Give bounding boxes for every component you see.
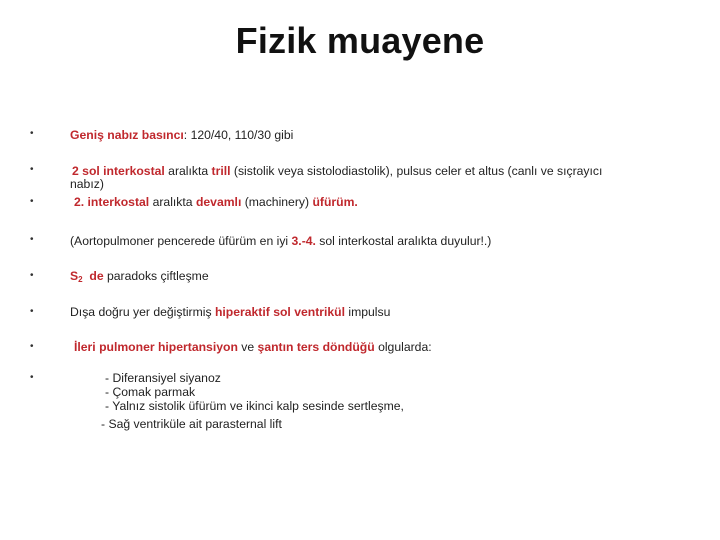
highlight-text: üfürüm. xyxy=(312,195,358,209)
bullet-pulmonary-hypertension xyxy=(74,341,432,354)
bullet-lv-impulse xyxy=(70,306,390,319)
body-text: ve xyxy=(237,340,258,354)
body-text: (sistolik veya sistolodiastolik), pulsus celer et altus (canlı ve sıçrayıcı xyxy=(230,164,603,178)
body-text: aralıkta xyxy=(149,195,196,209)
bullet-paradoxical-splitting xyxy=(70,270,209,286)
highlight-text xyxy=(70,269,104,283)
highlight-text: devamlı xyxy=(195,195,242,209)
bullet-marker: • xyxy=(30,270,34,281)
highlight-text: hiperaktif sol ventrikül xyxy=(214,305,345,319)
body-text: sol interkostal aralıkta duyulur!.) xyxy=(315,234,492,248)
body-text: olgularda: xyxy=(374,340,432,354)
s2-de: de xyxy=(89,269,104,283)
highlight-text: 2 sol interkostal xyxy=(72,164,165,178)
bullet-wide-pulse-pressure xyxy=(70,129,293,142)
bullet-marker: • xyxy=(30,234,34,245)
body-text: aralıkta xyxy=(164,164,212,178)
highlight-text: 3.-4. xyxy=(291,234,316,248)
bullet-aortopulmonary-window xyxy=(70,235,491,248)
body-text: : 120/40, 110/30 gibi xyxy=(183,128,294,142)
highlight-text: 2. interkostal xyxy=(74,195,150,209)
bullet-marker: • xyxy=(30,306,34,317)
bullet-marker: • xyxy=(30,164,34,175)
bullet-thrill xyxy=(72,165,602,178)
body-text: (machinery) xyxy=(241,195,313,209)
sub-item: - Diferansiyel siyanoz xyxy=(105,371,221,385)
bullet-marker: • xyxy=(30,372,34,383)
body-text: paradoks çiftleşme xyxy=(103,269,209,283)
sub-item: - Çomak parmak xyxy=(105,385,196,399)
slide-title: Fizik muayene xyxy=(235,20,485,61)
highlight-text: İleri pulmoner hipertansiyon xyxy=(74,340,238,354)
body-text: impulsu xyxy=(345,305,391,319)
sub-item: - Sağ ventriküle ait parasternal lift xyxy=(101,417,282,431)
bullet-marker: • xyxy=(30,196,34,207)
highlight-text: Geniş nabız basıncı xyxy=(70,128,184,142)
sub-item: - Yalnız sistolik üfürüm ve ikinci kalp sesinde sertleşme, xyxy=(105,399,404,413)
bullet-thrill-continuation: nabız) xyxy=(70,177,104,191)
s2-letter: S xyxy=(70,269,79,283)
highlight-text: şantın ters döndüğü xyxy=(257,340,375,354)
s2-subscript: 2 xyxy=(78,275,83,284)
highlight-text: trill xyxy=(211,164,231,178)
body-text: Dışa doğru yer değiştirmiş xyxy=(70,305,215,319)
body-text: (Aortopulmoner pencerede üfürüm en iyi xyxy=(70,234,292,248)
bullet-marker: • xyxy=(30,341,34,352)
bullet-marker: • xyxy=(30,128,34,139)
bullet-continuous-murmur xyxy=(74,196,358,209)
